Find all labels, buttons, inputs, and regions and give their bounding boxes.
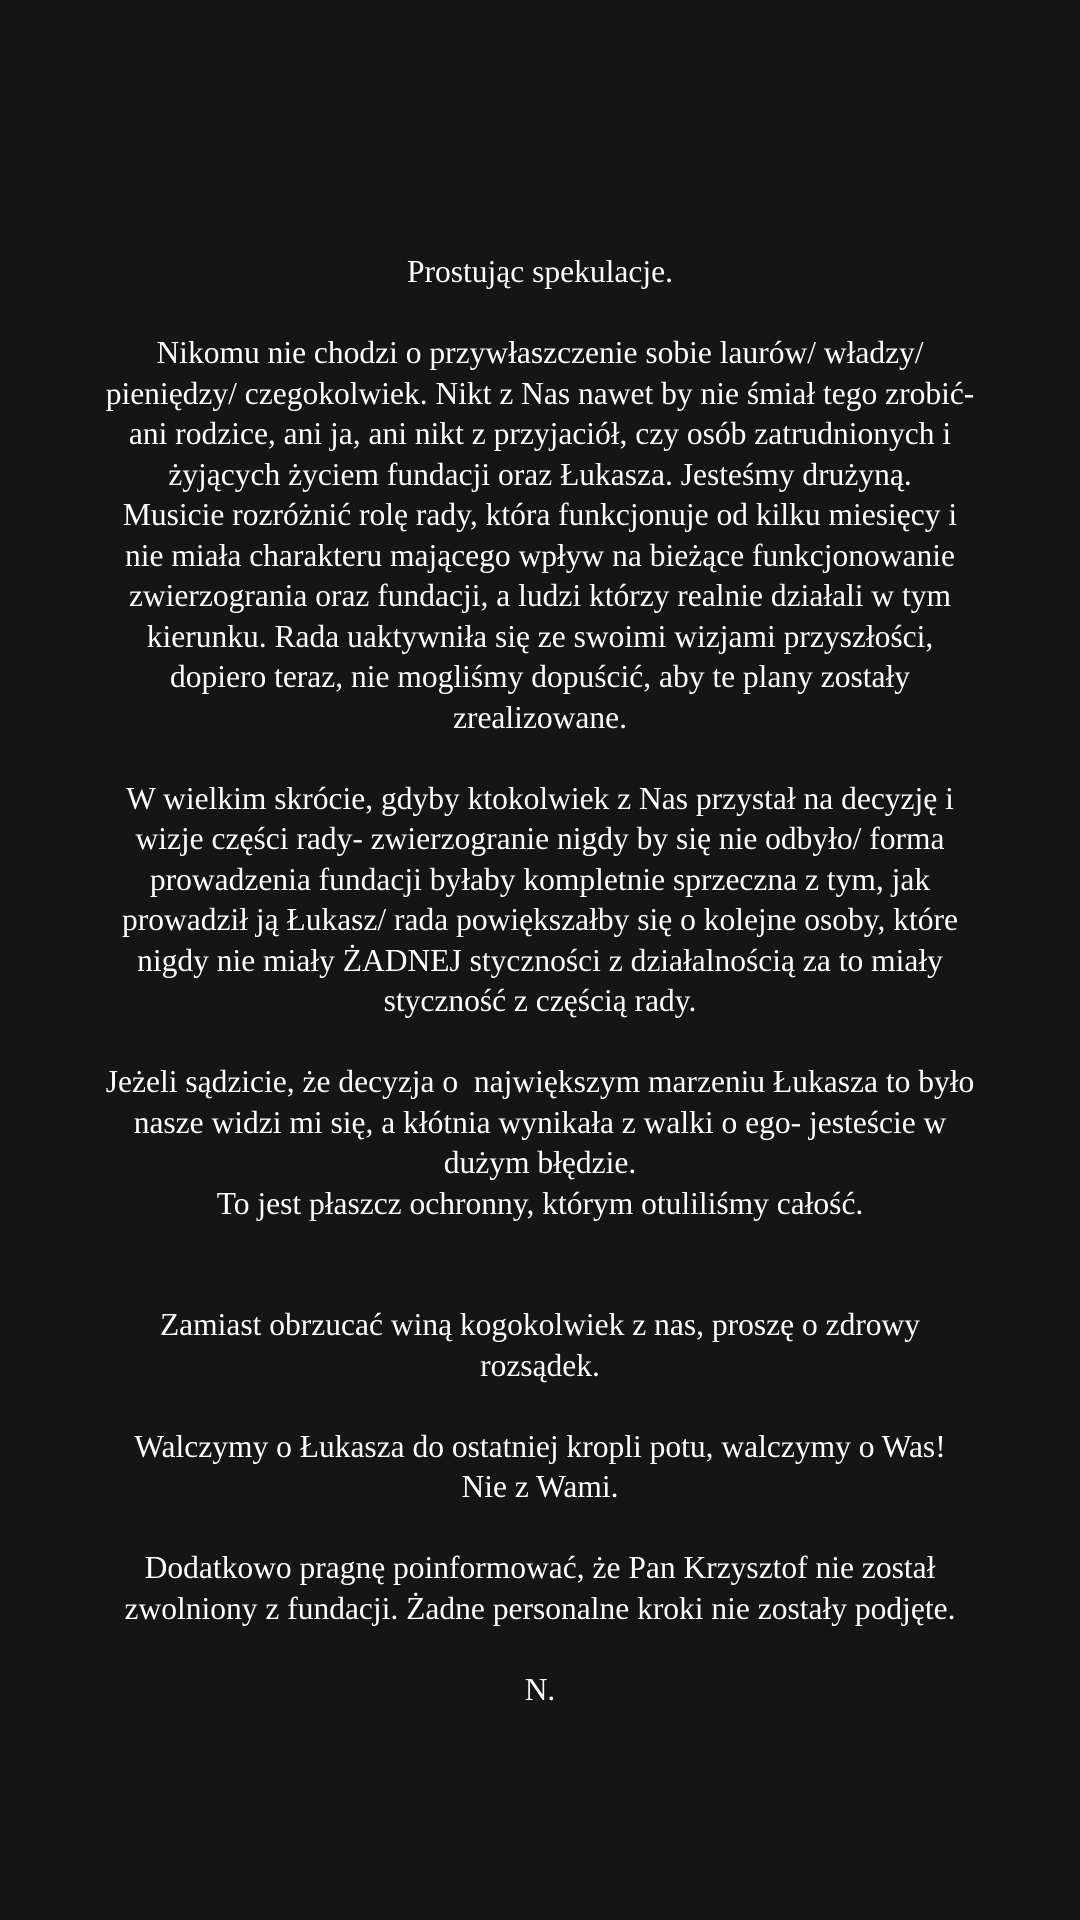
text-line: prowadzenia fundacji byłaby kompletnie sprzeczna z tym, jak bbox=[149, 861, 931, 897]
text-line: zwolniony z fundacji. Żadne personalne kroki nie zostały podjęte. bbox=[124, 1590, 956, 1626]
text-line: zrealizowane. bbox=[452, 699, 627, 735]
paragraph-gap bbox=[30, 738, 1050, 779]
paragraph-additional-info bbox=[30, 1548, 1050, 1629]
text-line: zwierzogrania oraz fundacji, a ludzi którzy realnie działali w tym bbox=[128, 578, 952, 613]
text-line: rozsądek. bbox=[480, 1347, 600, 1383]
paragraph-gap bbox=[30, 1386, 1050, 1427]
text-line: prowadził ją Łukasz/ rada powiększałby się o kolejne osoby, które bbox=[122, 902, 958, 937]
text-line: Musicie rozróżnić rolę rady, która funkcjonuje od kilku miesięcy i bbox=[122, 497, 958, 532]
text-line: Jeżeli sądzicie, że decyzja o największym marzeniu Łukasza to było bbox=[105, 1064, 975, 1099]
text-line: Dodatkowo pragnę poinformować, że Pan Krzysztof nie został bbox=[144, 1550, 936, 1585]
text-line: nasze widzi mi się, a kłótnia wynikała z walki o ego- jesteście w bbox=[133, 1104, 947, 1140]
text-line: dopiero teraz, nie mogliśmy dopuścić, aby te plany zostały bbox=[169, 659, 911, 694]
text-line: W wielkim skrócie, gdyby ktokolwiek z Nas przystał na decyzję i bbox=[126, 780, 954, 816]
paragraph-gap bbox=[30, 1629, 1050, 1670]
paragraph-decision bbox=[30, 1062, 1050, 1224]
paragraph-fight bbox=[30, 1427, 1050, 1508]
text-line: Walczymy o Łukasza do ostatniej kropli potu, walczymy o Was! bbox=[134, 1428, 946, 1464]
text-line: Zamiast obrzucać winą kogokolwiek z nas, proszę o zdrowy bbox=[159, 1307, 921, 1342]
text-line: dużym błędzie. bbox=[443, 1145, 637, 1180]
text-line: nigdy nie miały ŻADNEJ styczności z działalnością za to miały bbox=[137, 942, 943, 978]
text-line: kierunku. Rada uaktywniła się ze swoimi wizjami przyszłości, bbox=[146, 618, 934, 654]
story-title: Prostując spekulacje. bbox=[407, 254, 673, 289]
paragraph-gap bbox=[30, 1508, 1050, 1549]
story-text bbox=[30, 252, 1050, 1710]
text-line: pieniędzy/ czegokolwiek. Nikt z Nas nawet by nie śmiał tego zrobić- bbox=[105, 375, 975, 411]
paragraph-gap bbox=[30, 293, 1050, 334]
text-line: żyjących życiem fundacji oraz Łukasza. Jesteśmy drużyną. bbox=[168, 456, 912, 492]
paragraph-gap bbox=[30, 1224, 1050, 1305]
paragraph-request bbox=[30, 1305, 1050, 1386]
paragraph-summary bbox=[30, 779, 1050, 1022]
text-line: styczność z częścią rady. bbox=[383, 983, 697, 1018]
text-line: Nikomu nie chodzi o przywłaszczenie sobie laurów/ władzy/ bbox=[156, 335, 924, 370]
text-line: Nie z Wami. bbox=[461, 1469, 619, 1504]
paragraph-gap bbox=[30, 1022, 1050, 1063]
text-line: wizje części rady- zwierzogranie nigdy by się nie odbyło/ forma bbox=[135, 821, 945, 856]
paragraph-clarification bbox=[30, 333, 1050, 738]
text-line: nie miała charakteru mającego wpływ na bieżące funkcjonowanie bbox=[125, 537, 955, 573]
text-line: ani rodzice, ani ja, ani nikt z przyjaciół, czy osób zatrudnionych i bbox=[128, 416, 952, 451]
signature: N. bbox=[524, 1671, 556, 1707]
text-line: To jest płaszcz ochronny, którym otuliliśmy całość. bbox=[216, 1185, 864, 1221]
